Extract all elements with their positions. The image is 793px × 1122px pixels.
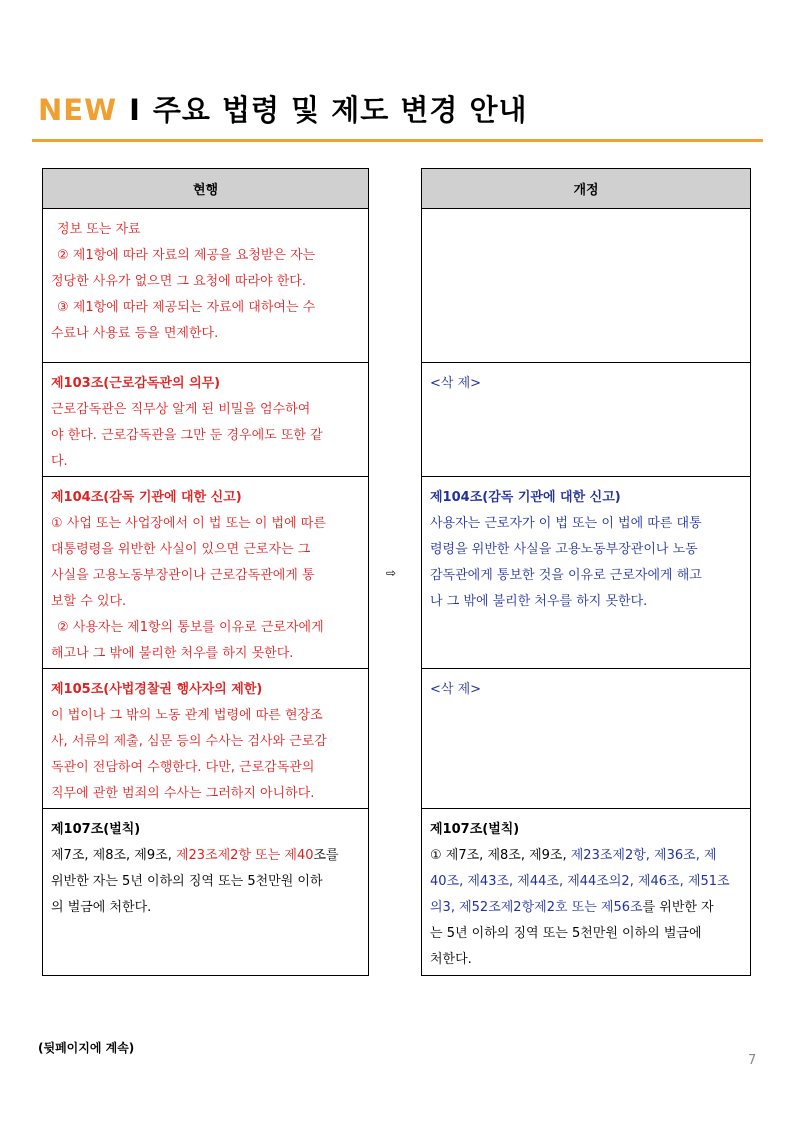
revised-row-4 [422, 669, 750, 809]
current-header: 현행 [43, 169, 368, 209]
text-line [51, 843, 361, 869]
text-line: 직무에 관한 범죄의 수사는 그러하지 아니하다. [51, 786, 315, 801]
revised-row-2 [422, 363, 750, 477]
current-row-2 [43, 363, 368, 477]
text-line: 대통령령을 위반한 사실이 있으면 근로자는 그 [51, 542, 311, 557]
text-line: 다. [51, 454, 68, 469]
text-line: 사, 서류의 제출, 심문 등의 수사는 검사와 근로감 [51, 734, 327, 749]
title-text: 주요 법령 및 제도 변경 안내 [152, 93, 528, 127]
text-span: 제7조, 제8조, 제9조, [51, 848, 176, 863]
article-heading: 제107조(벌칙) [51, 822, 141, 837]
text-line: 사실을 고용노동부장관이나 근로감독관에게 통 [51, 568, 315, 583]
text-line [430, 843, 743, 869]
text-line: 의 벌금에 처한다. [51, 900, 152, 915]
text-line: 는 5년 이하의 징역 또는 5천만원 이하의 벌금에 [430, 926, 702, 941]
text-line: 정당한 사유가 없으면 그 요청에 따라야 한다. [51, 274, 306, 289]
arrow-icon: ⇨ [386, 566, 397, 580]
highlight-span: 제23조제2항 또는 제40 [175, 848, 314, 863]
text-line: 이 법이나 그 밖의 노동 관계 법령에 따른 현장조 [51, 708, 323, 723]
text-line: 사용자는 근로자가 이 법 또는 이 법에 따른 대통 [430, 516, 702, 531]
text-line: 처한다. [430, 952, 472, 967]
text-line [430, 895, 743, 921]
highlight-span: 제23조제2항, 제36조, 제 [570, 848, 717, 863]
page-title [38, 88, 528, 129]
title-separator: I [129, 93, 141, 127]
current-column [42, 168, 369, 976]
text-line: ② 사용자는 제1항의 통보를 이유로 근로자에게 [57, 620, 324, 635]
text-span: ① 제7조, 제8조, 제9조, [430, 848, 571, 863]
revised-row-1 [422, 209, 750, 363]
text-line: 해고나 그 밖에 불리한 처우를 하지 못한다. [51, 646, 294, 661]
deleted-mark: <삭 제> [430, 682, 482, 697]
article-heading: 제103조(근로감독관의 의무) [51, 376, 221, 391]
text-span: 를 위반한 자 [642, 900, 714, 915]
current-row-3 [43, 477, 368, 669]
continued-note: (뒷페이지에 계속) [38, 1041, 135, 1055]
text-line: 근로감독관은 직무상 알게 된 비밀을 엄수하여 [51, 402, 311, 417]
text-line: 정보 또는 자료 [57, 222, 141, 237]
article-heading: 제105조(사법경찰권 행사자의 제한) [51, 682, 263, 697]
text-line: 령령을 위반한 사실을 고용노동부장관이나 노동 [430, 542, 698, 557]
article-heading: 제104조(감독 기관에 대한 신고) [51, 490, 242, 505]
article-heading: 제107조(벌칙) [430, 822, 520, 837]
article-heading: 제104조(감독 기관에 대한 신고) [430, 490, 621, 505]
text-line: ③ 제1항에 따라 제공되는 자료에 대하여는 수 [57, 300, 316, 315]
current-row-4 [43, 669, 368, 809]
text-span: 조를 [313, 848, 339, 863]
current-row-1 [43, 209, 368, 363]
highlight-span: 의3, 제52조제2항제2호 또는 제56조 [430, 900, 643, 915]
deleted-mark: <삭 제> [430, 376, 482, 391]
revised-row-3 [422, 477, 750, 669]
text-line: 독관이 전담하여 수행한다. 다만, 근로감독관의 [51, 760, 315, 775]
text-line: 위반한 자는 5년 이하의 징역 또는 5천만원 이하 [51, 874, 323, 889]
text-line: ① 사업 또는 사업장에서 이 법 또는 이 법에 따른 [51, 516, 326, 531]
text-line: 40조, 제43조, 제44조, 제44조의2, 제46조, 제51조 [430, 874, 730, 889]
revised-column [421, 168, 751, 976]
text-line: 감독관에게 통보한 것을 이유로 근로자에게 해고 [430, 568, 702, 583]
revised-row-5 [422, 809, 750, 975]
text-line: 수료나 사용료 등을 면제한다. [51, 326, 219, 341]
current-row-5 [43, 809, 368, 975]
title-underline [32, 139, 763, 142]
text-line: 야 한다. 근로감독관을 그만 둔 경우에도 또한 같 [51, 428, 323, 443]
text-line: ② 제1항에 따라 자료의 제공을 요청받은 자는 [57, 248, 316, 263]
revised-header: 개정 [422, 169, 750, 209]
text-line: 보할 수 있다. [51, 594, 127, 609]
new-label: NEW [38, 93, 118, 127]
text-line: 나 그 밖에 불리한 처우를 하지 못한다. [430, 594, 648, 609]
page-number: 7 [748, 1053, 757, 1068]
